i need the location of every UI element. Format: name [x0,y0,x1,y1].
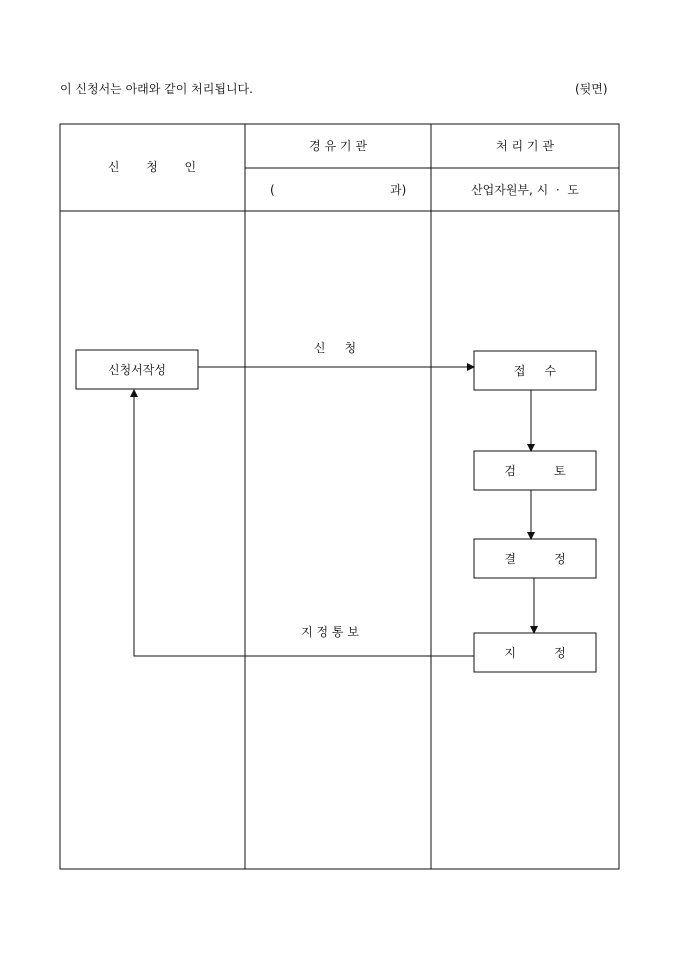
step-receive-label: 접 수 [513,364,557,378]
processing-dept: 산업자원부, 시 · 도 [471,183,579,197]
submit-label: 신 청 [313,341,357,355]
column-applicant: 신 청 인 [107,160,197,174]
via-dept-close: 과) [390,183,407,197]
notify-return-arrow [134,390,474,656]
table-border [60,124,619,869]
column-processing-agency: 처 리 기 관 [496,139,554,153]
notify-label: 지 정 통 보 [301,625,359,639]
form-note: 이 신청서는 아래와 같이 처리됩니다. [60,82,253,96]
process-table [60,124,619,869]
via-dept-open: ( [270,183,275,197]
column-via-agency: 경 유 기 관 [309,139,367,153]
page-side-label: (뒷면) [575,82,608,96]
step-review-label: 검 토 [504,464,566,478]
step-designate-label: 지 정 [504,646,566,660]
step-decide-label: 결 정 [504,552,566,566]
write-application-label: 신청서작성 [108,363,166,377]
